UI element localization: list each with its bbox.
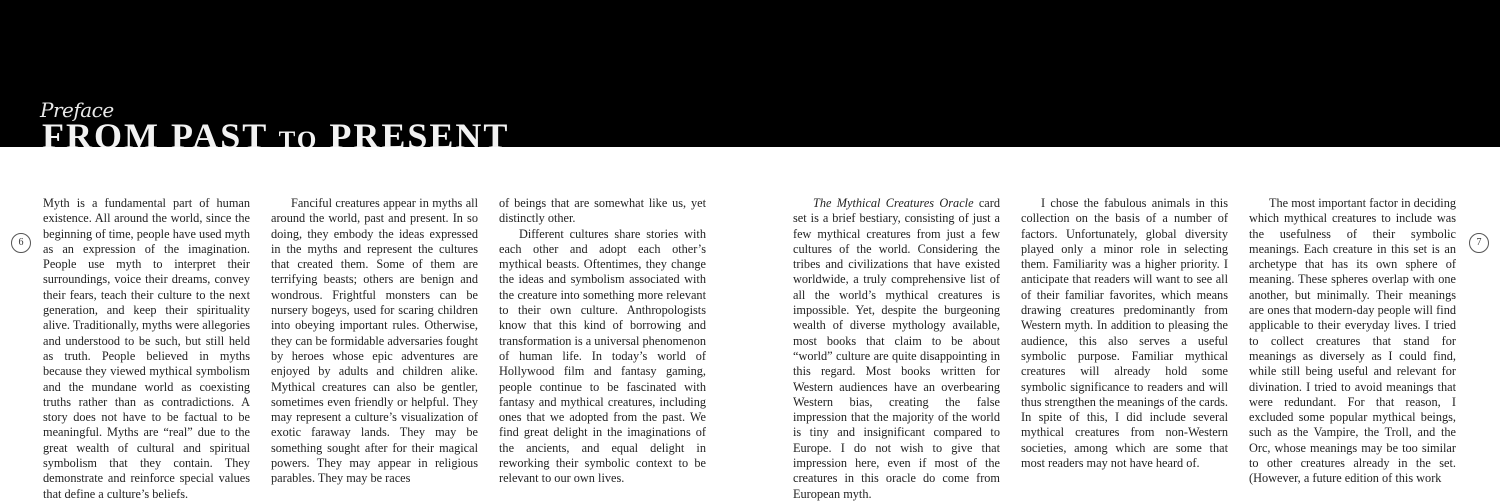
title-part-to: TO	[278, 127, 319, 147]
left-page-column-3	[499, 196, 706, 487]
paragraph: Different cultures share stories with each other and adopt each other’s mythical beasts. Oftentimes, they change the ideas and symbolism associated with the creature into something more relevant to their own culture. Anthropologists know that this kind of borrowing and transformation is a universal phenomenon of human life. In today’s world of Hollywood film and fantasy gaming, people continue to be fascinated with fantasy and mythical creatures, including ones that we adopted from the past. We find great delight in the imaginations of the ancients, and equal delight in reworking their symbolic context to be relevant to our own lives.	[499, 226, 706, 486]
page-number-right: 7	[1469, 233, 1489, 253]
chapter-title	[42, 118, 509, 147]
paragraph	[793, 196, 1000, 502]
title-part-present: PRESENT	[318, 116, 510, 147]
book-title: The Mythical Creatures Oracle	[813, 196, 974, 210]
paragraph: of beings that are somewhat like us, yet distinctly other.	[499, 196, 706, 226]
paragraph: Fanciful creatures appear in myths all around the world, past and present. In so doing, they embody the ideas expressed in the myths and represent the cultures that created them. Some of them are terrifying beasts; others are benign and wondrous. Frightful monsters can be nursery bogeys, used for scaring children into obeying important rules. Otherwise, they can be formidable adversaries fought by heroes whose epic adventures are enjoyed by adults and children alike. Mythical creatures can also be gentler, sometimes even friendly or helpful. They may represent a culture’s visualization of exotic faraway lands. They may be something sought after for their magical powers. They may appear in religious parables. They may be races	[271, 196, 478, 486]
paragraph: The most important factor in deciding which mythical creatures to include was the usefulness of their symbolic meanings. Each creature in this set is an archetype that has its own sphere of meaning. These spheres overlap with one another, but minimally. Their meanings are ones that modern-day people will find applicable to their everyday lives. I tried to collect creatures that stand for meanings as diversely as I could find, while still being useful and relevant for divination. I tried to avoid meanings that were redundant. For that reason, I excluded some popular mythical beings, such as the Vampire, the Troll, and the Orc, whose meanings may be too similar to other creatures already in the set. (However, a future edition of this work	[1249, 196, 1456, 486]
header-banner	[0, 0, 1500, 147]
paragraph: I chose the fabulous animals in this collection on the basis of a number of factors. Unfortunately, global diversity played only a minor role in selecting them. Familiarity was a higher priority. I anticipate that readers will want to see all of their familiar favorites, which means drawing creatures predominantly from Western myth. In addition to pleasing the audience, this also serves a useful symbolic purpose. Familiar mythical creatures will already hold some symbolic significance to readers and will thus strengthen the meanings of the cards. In spite of this, I did include several mythical creatures from non-Western societies, among which are some that most readers may not have heard of.	[1021, 196, 1228, 471]
left-page-column-1	[43, 196, 250, 502]
paragraph-text: card set is a brief bestiary, consisting of just a few mythical creatures from just a few cultures of the world. Considering the tribes and civilizations that have existed worldwide, a truly comprehensive list of all the world’s mythical creatures is impossible. Yet, despite the burgeoning wealth of diverse mythology available, most books that claim to be about “world” culture are quite disappointing in this regard. Most books written for Western audiences have an overbearing Western bias, creating the false impression that the majority of the world is tiny and insignificant compared to Europe. I do not wish to give that impression here, even if most of the creatures in this oracle do come from European myth.	[793, 196, 1001, 501]
right-page-column-2	[1021, 196, 1228, 471]
preface-kicker: Preface	[40, 98, 114, 122]
right-page-column-1	[793, 196, 1000, 502]
title-part-from-past: FROM PAST	[42, 116, 279, 147]
paragraph: Myth is a fundamental part of human existence. All around the world, since the beginning of time, people have used myth as an expression of the imagination. People use myth to interpret their surroundings, voice their dreams, convey their fears, teach their culture to the next generation, and keep their spirituality alive. Traditionally, myths were allegories and understood to be such, but still held as truth. People believed in myths because they viewed mythical symbolism and the mundane world as coexisting truths rather than as contradictions. A story does not have to be factual to be meaningful. Myths are “real” due to the great wealth of cultural and spiritual symbolism that they contain. They demonstrate and reinforce special values that define a culture’s beliefs.	[43, 196, 250, 501]
page-number-left: 6	[11, 233, 31, 253]
left-page-column-2	[271, 196, 478, 487]
right-page-column-3	[1249, 196, 1456, 487]
